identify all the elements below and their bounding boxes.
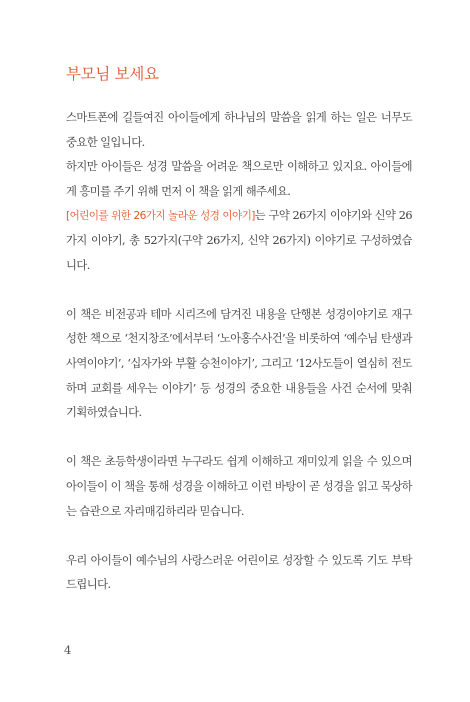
paragraph-3-text: 는 구약 26가지 이야기와 신약 26가지 이야기, 총 52가지(구약 26가지, 신약 26가지) 이야기로 구성하였습니다.: [66, 209, 412, 272]
page-heading: 부모님 보세요: [66, 65, 159, 83]
paragraph-3: [66, 204, 412, 278]
book-title-highlight: [어린이를 위한 26가지 놀라운 성경 이야기]: [66, 210, 255, 223]
body-text: [66, 106, 412, 622]
paragraph-1: 스마트폰에 길들여진 아이들에게 하나님의 말씀을 읽게 하는 일은 너무도 중요한 일입니다.: [66, 111, 412, 149]
paragraph-2: 하지만 아이들은 성경 말씀을 어려운 책으로만 이해하고 있지요. 아이들에게 흥미를 주기 위해 먼저 이 책을 읽게 해주세요.: [66, 160, 412, 198]
page-number: 4: [64, 643, 72, 657]
paragraph-6: 우리 아이들이 예수님의 사랑스러운 어린이로 성장할 수 있도록 기도 부탁드립니다.: [66, 553, 412, 592]
paragraph-4: 이 책은 비전공과 테마 시리즈에 담겨진 내용을 단행본 성경이야기로 재구성한 책으로 ‘천지창조’에서부터 ‘노아홍수사건’을 비롯하여 ‘예수님 탄생과 사역이야기’, ‘십자가와 부활 승천이야기’, 그리고 ‘12사도들이 열심히 전도하며 교회를 세우는 이야기’ 등 성경의 중요한 내용들을 사건 순서에 맞춰 기획하였습니다.: [66, 307, 412, 420]
paragraph-5: 이 책은 초등학생이라면 누구라도 쉽게 이해하고 재미있게 읽을 수 있으며 아이들이 이 책을 통해 성경을 이해하고 이런 바탕이 곧 성경을 읽고 묵상하는 습관으로 자리매김하리라 믿습니다.: [66, 455, 412, 518]
